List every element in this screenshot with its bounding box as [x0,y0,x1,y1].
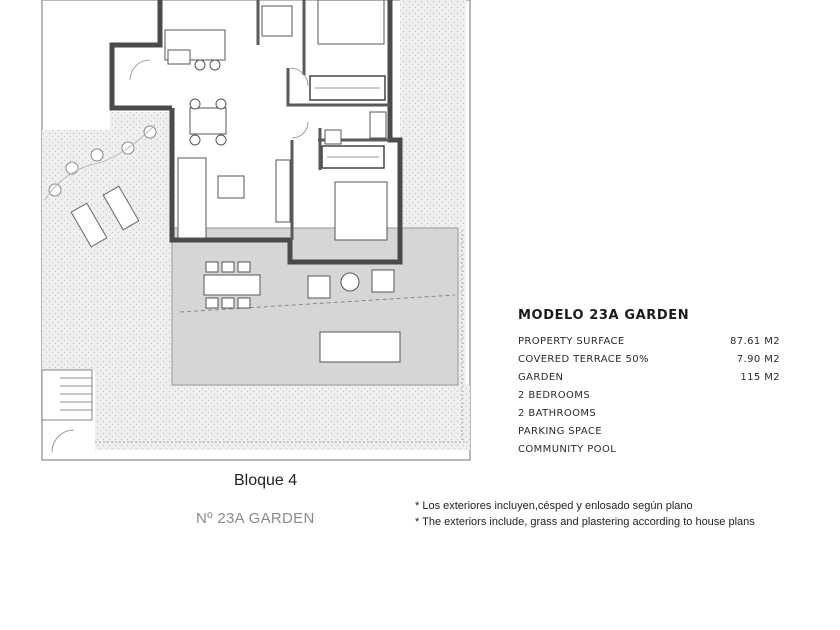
notes [415,498,755,530]
model-name: Nº 23A GARDEN [196,510,315,527]
spec-list [518,333,780,459]
spec-label: COVERED TERRACE 50% [518,354,649,365]
spec-value: 115 M2 [740,372,780,383]
spec-label: PROPERTY SURFACE [518,336,625,347]
floor-plan [0,0,480,470]
spec-value: 7.90 M2 [736,354,780,365]
spec-row [518,333,780,351]
spec-row [518,405,780,423]
block-label: Bloque 4 [234,472,298,489]
specs-panel [518,308,780,459]
living-furniture [178,158,290,238]
spec-row [518,441,780,459]
spec-label: GARDEN [518,372,564,383]
spec-row [518,387,780,405]
spec-row [518,423,780,441]
spec-label: 2 BATHROOMS [518,408,597,419]
spec-row [518,351,780,369]
spec-label: COMMUNITY POOL [518,444,617,455]
model-title: MODELO 23A GARDEN [518,308,690,323]
note-english: * The exteriors include, grass and plastering according to house plans [415,516,755,528]
kitchen-counter [165,30,225,64]
garden-stairs [42,370,92,420]
dining-set [190,99,226,145]
spec-value: 87.61 M2 [730,336,780,347]
spec-row [518,369,780,387]
bar-stools [195,60,220,70]
garden-strip [400,0,466,230]
spec-label: 2 BEDROOMS [518,390,591,401]
note-spanish: * Los exteriores incluyen,césped y enlosado según plano [415,500,693,512]
spec-label: PARKING SPACE [518,426,602,437]
